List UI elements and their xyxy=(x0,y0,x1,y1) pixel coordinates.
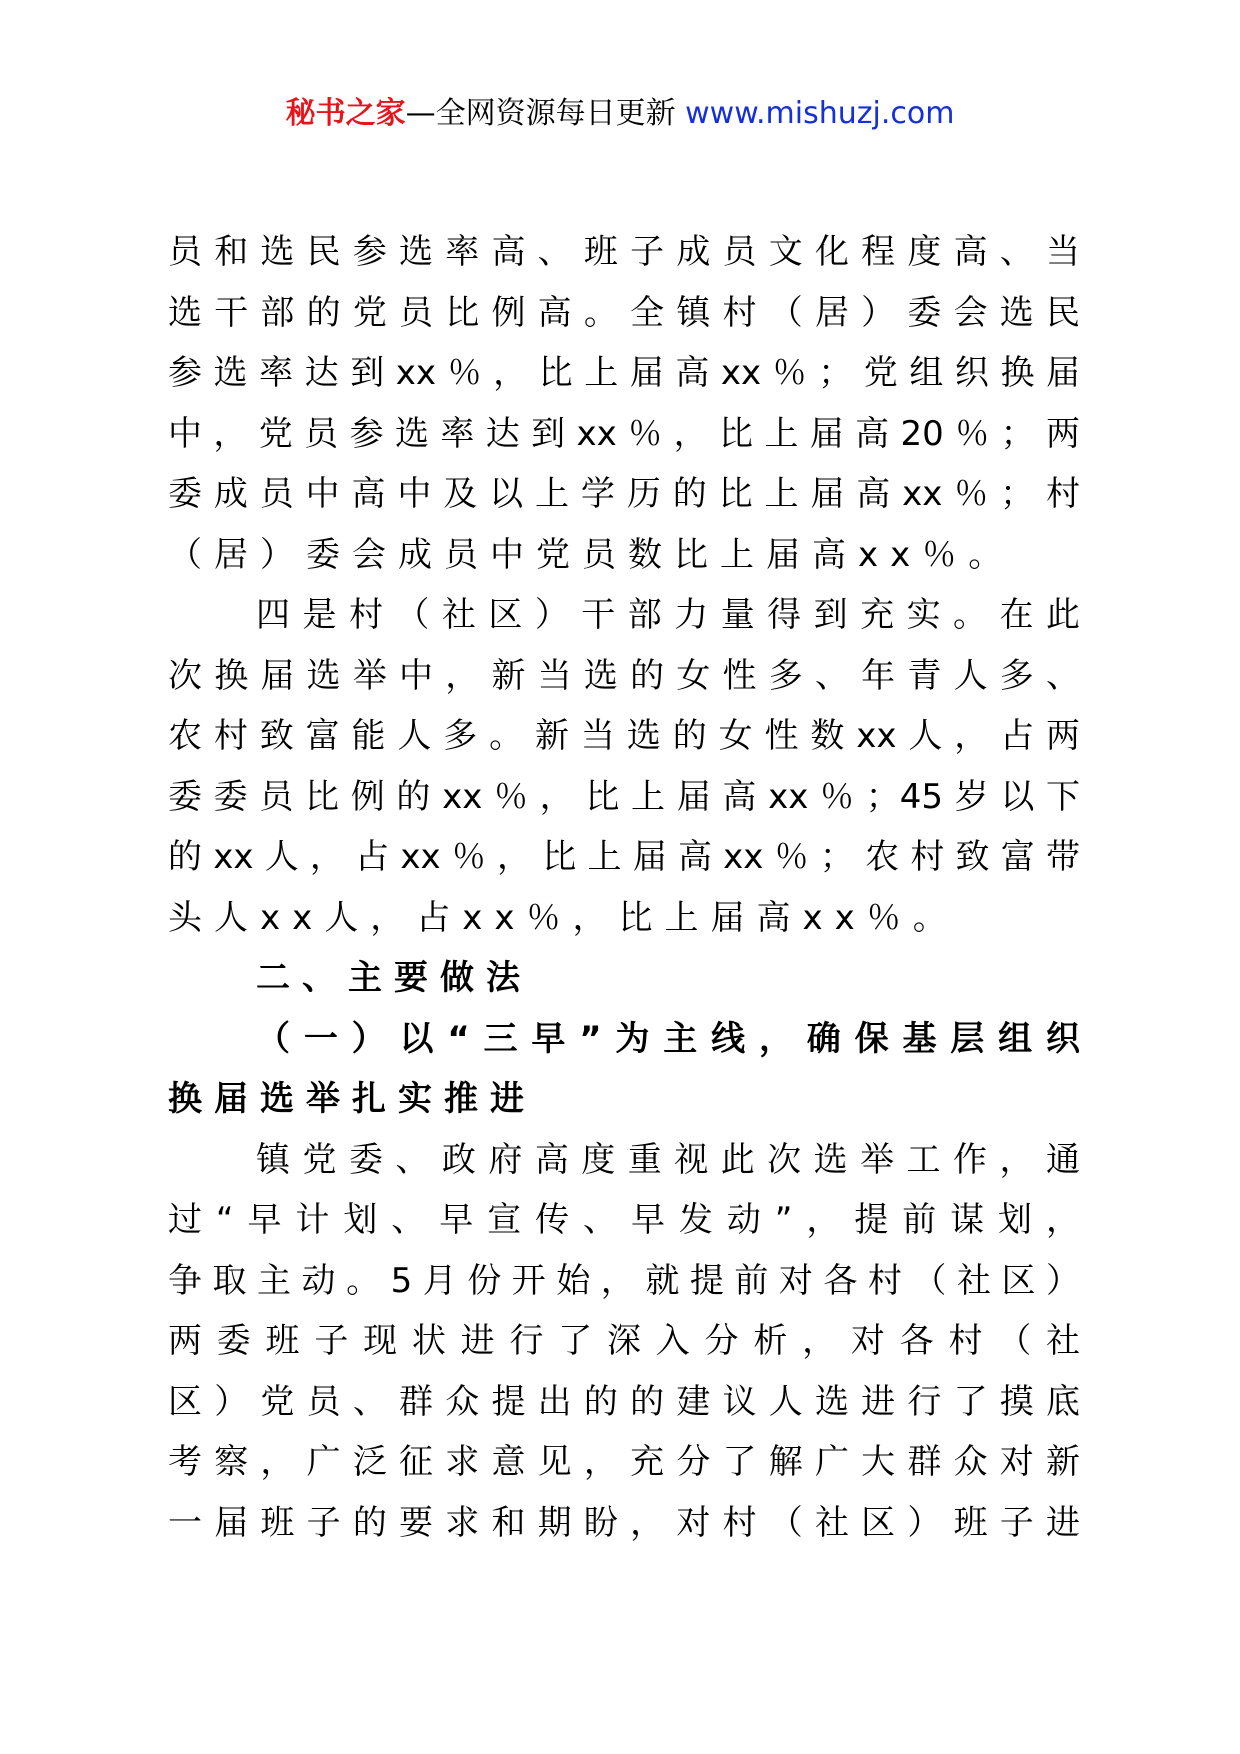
body-line: 参选率达到xx％，比上届高xx％；党组织换届 xyxy=(168,353,1080,393)
header-url-link[interactable]: www.mishuzj.com xyxy=(685,96,955,131)
subsection-heading: （一）以“三早”为主线，确保基层组织 xyxy=(256,1018,1080,1059)
header-tagline: —全网资源每日更新 xyxy=(405,96,686,131)
body-line: 委成员中高中及以上学历的比上届高xx％；村 xyxy=(168,474,1080,514)
body-line: 农村致富能人多。新当选的女性数xx人，占两 xyxy=(168,716,1080,756)
body-line: 选干部的党员比例高。全镇村（居）委会选民 xyxy=(168,292,1080,333)
body-line: 次换届选举中，新当选的女性多、年青人多、 xyxy=(168,655,1080,696)
body-line: 区）党员、群众提出的的建议人选进行了摸底 xyxy=(168,1381,1080,1422)
body-line: 头人xx人，占xx％，比上届高xx％。 xyxy=(168,897,959,938)
body-line: 争取主动。5月份开始，就提前对各村（社区） xyxy=(168,1260,1080,1301)
paragraph-start-line: 镇党委、政府高度重视此次选举工作，通 xyxy=(256,1139,1080,1180)
body-line: 两委班子现状进行了深入分析，对各村（社 xyxy=(168,1321,1080,1361)
header-brand: 秘书之家 xyxy=(285,96,406,131)
body-line: （居）委会成员中党员数比上届高xx％。 xyxy=(168,534,1015,575)
body-line: 过“早计划、早宣传、早发动”，提前谋划， xyxy=(168,1200,1080,1240)
body-line: 一届班子的要求和期盼，对村（社区）班子进 xyxy=(168,1502,1080,1543)
body-line: 委委员比例的xx％，比上届高xx％；45岁以下 xyxy=(168,776,1080,817)
body-line: 考察，广泛征求意见，充分了解广大群众对新 xyxy=(168,1442,1080,1482)
subsection-heading-cont: 换届选举扎实推进 xyxy=(168,1079,536,1119)
page-header xyxy=(0,94,1240,134)
document-body xyxy=(168,222,1080,1553)
body-line: 中，党员参选率达到xx％，比上届高20％；两 xyxy=(168,413,1080,454)
paragraph-start-line: 四是村（社区）干部力量得到充实。在此 xyxy=(256,595,1080,635)
section-heading: 二、主要做法 xyxy=(256,958,532,998)
body-line: 员和选民参选率高、班子成员文化程度高、当 xyxy=(168,232,1080,272)
body-line: 的xx人，占xx％，比上届高xx％；农村致富带 xyxy=(168,837,1080,877)
